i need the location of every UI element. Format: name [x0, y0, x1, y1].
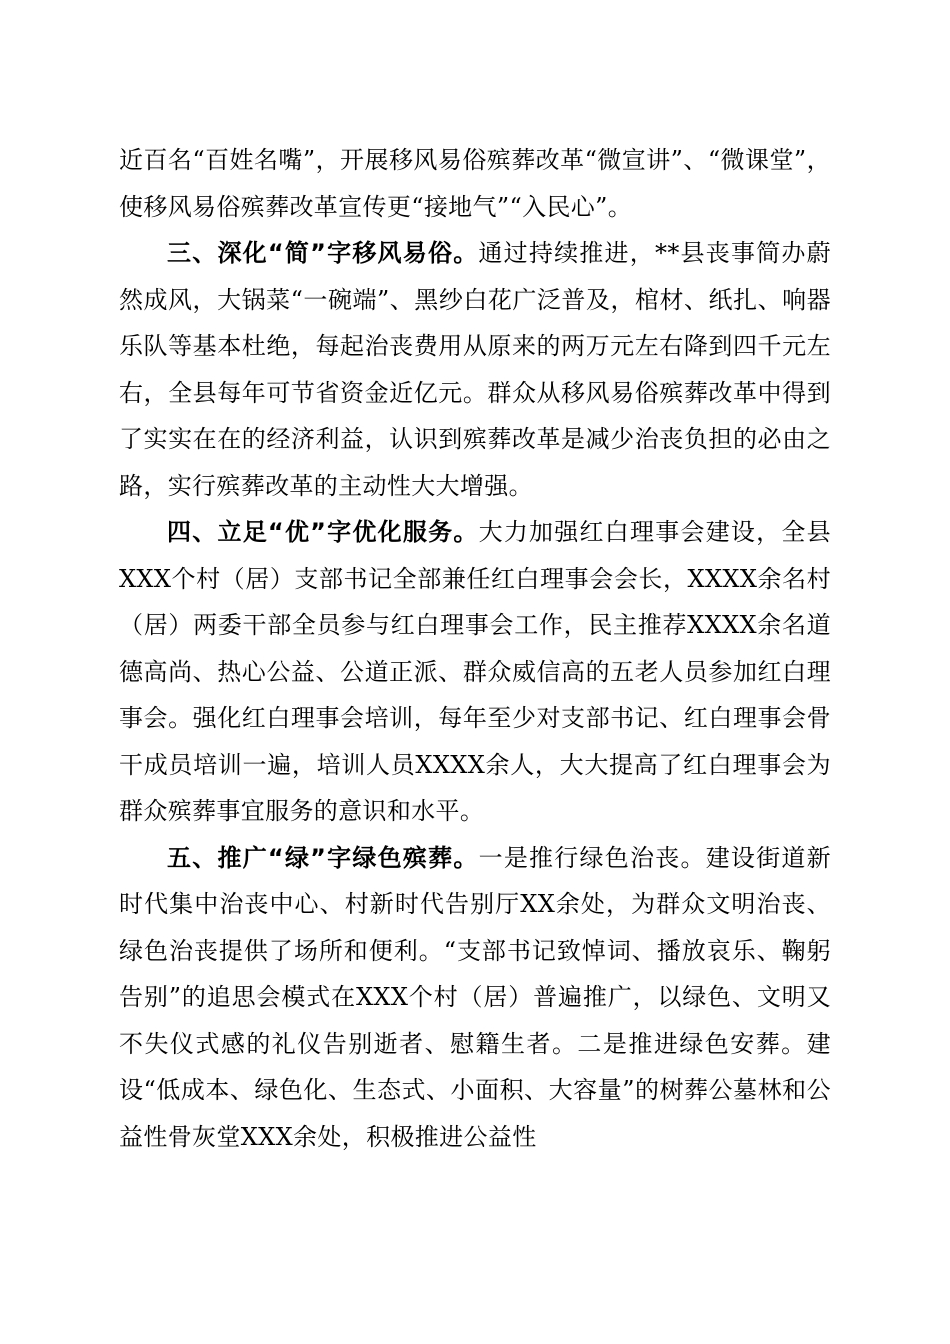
paragraph-section-3 [119, 230, 831, 509]
paragraph-body: 一是推行绿色治丧。建设街道新时代集中治丧中心、村新时代告别厅XX余处，为群众文明治丧、绿色治丧提供了场所和便利。“支部书记致悼词、播放哀乐、鞠躬告别”的追思会模式在XXX个村（居）普遍推广，以绿色、文明又不失仪式感的礼仪告别逝者、慰籍生者。二是推进绿色安葬。建设“低成本、绿色化、生态式、小面积、大容量”的树葬公墓林和公益性骨灰堂XXX余处，积极推进公益性 [119, 843, 831, 1151]
section-heading: 三、深化“简”字移风易俗。 [167, 239, 479, 267]
section-heading: 四、立足“优”字优化服务。 [167, 518, 479, 546]
section-heading: 五、推广“绿”字绿色殡葬。 [167, 843, 479, 872]
paragraph-section-5 [119, 835, 831, 1161]
paragraph-body: 通过持续推进，**县丧事简办蔚然成风，大锅菜“一碗端”、黑纱白花广泛普及，棺材、纸扎、响器乐队等基本杜绝，每起治丧费用从原来的两万元左右降到四千元左右，全县每年可节省资金近亿元。群众从移风易俗殡葬改革中得到了实实在在的经济利益，认识到殡葬改革是减少治丧负担的必由之路，实行殡葬改革的主动性大大增强。 [119, 239, 831, 500]
document-page [119, 137, 831, 1160]
paragraph-continuation [119, 137, 831, 230]
paragraph-body: 近百名“百姓名嘴”，开展移风易俗殡葬改革“微宣讲”、“微课堂”，使移风易俗殡葬改革宣传更“接地气”“入民心”。 [119, 146, 831, 221]
paragraph-body: 大力加强红白理事会建设，全县XXX个村（居）支部书记全部兼任红白理事会会长，XXXX余名村（居）两委干部全员参与红白理事会工作，民主推荐XXXX余名道德高尚、热心公益、公道正派、群众威信高的五老人员参加红白理事会。强化红白理事会培训，每年至少对支部书记、红白理事会骨干成员培训一遍，培训人员XXXX余人，大大提高了红白理事会为群众殡葬事宜服务的意识和水平。 [119, 518, 831, 825]
paragraph-section-4 [119, 509, 831, 835]
